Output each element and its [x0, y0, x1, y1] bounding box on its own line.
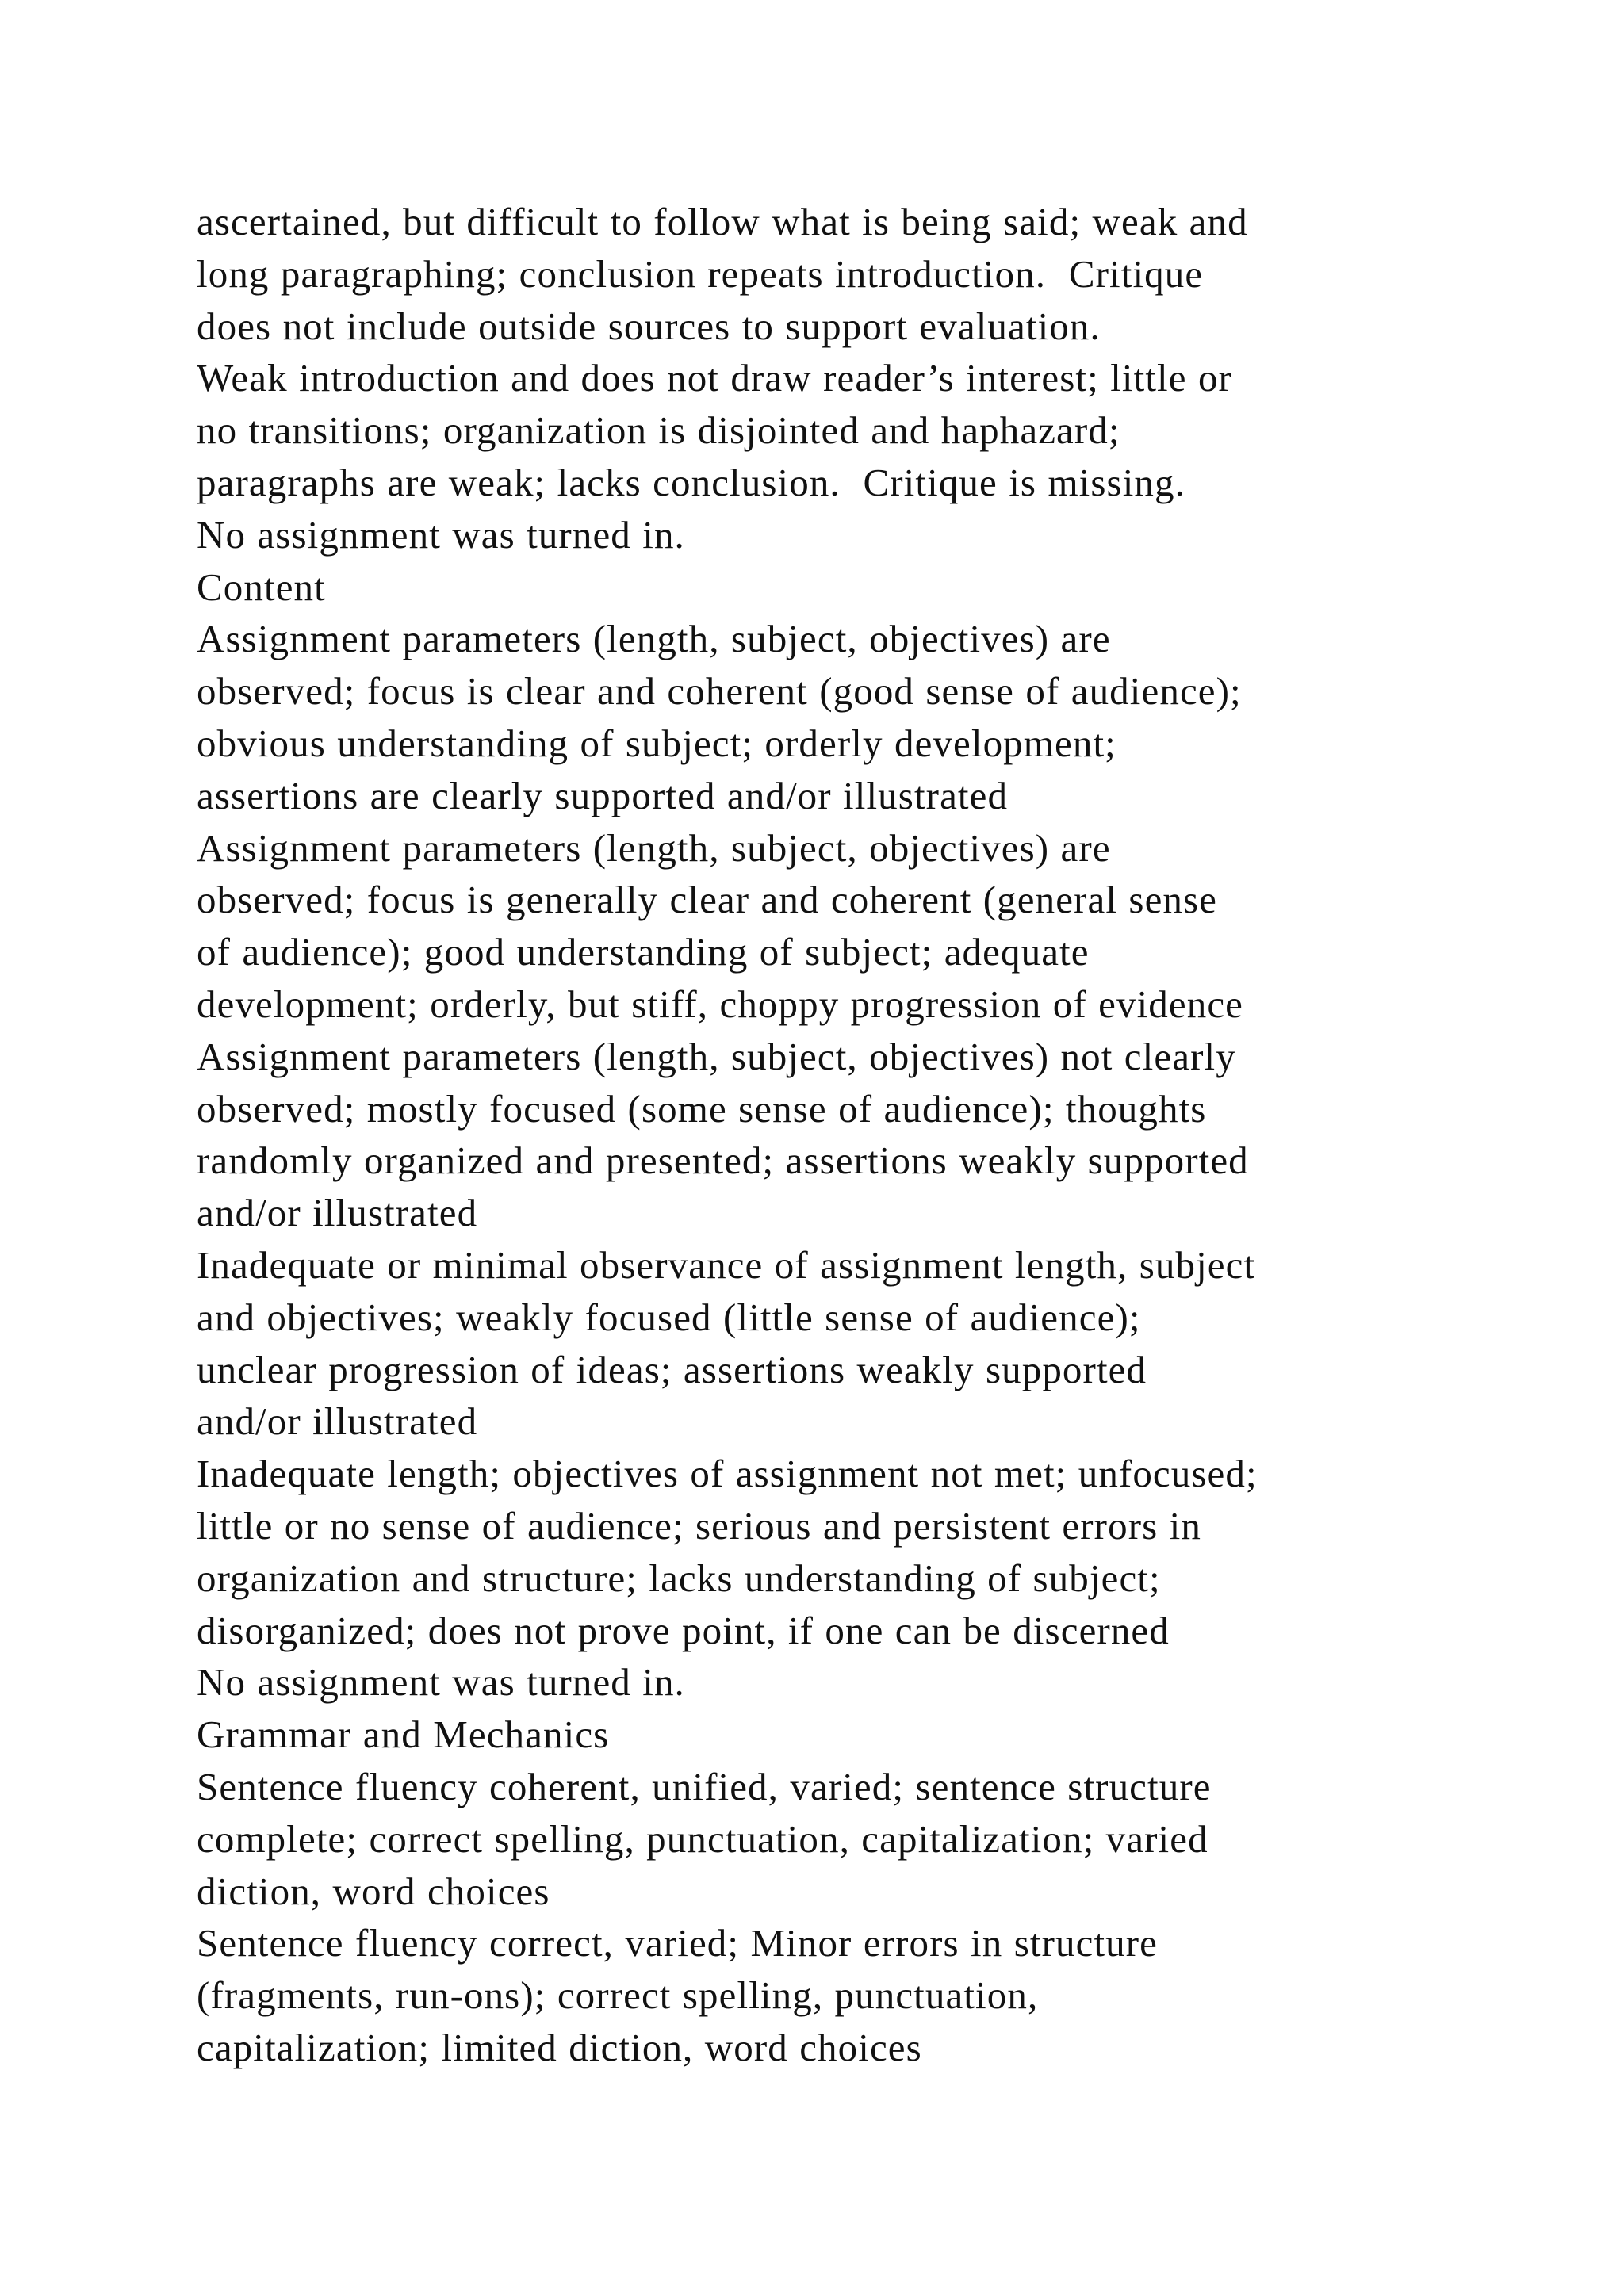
text-line: development; orderly, but stiff, choppy progression of evidence — [197, 982, 1244, 1026]
text-line: and objectives; weakly focused (little sense of audience); — [197, 1295, 1141, 1339]
text-line: diction, word choices — [197, 1869, 550, 1913]
text-line: obvious understanding of subject; orderly development; — [197, 721, 1116, 765]
text-line: Sentence fluency correct, varied; Minor errors in structure — [197, 1921, 1159, 1965]
text-line: no transitions; organization is disjointed and haphazard; — [197, 408, 1120, 453]
text-line: No assignment was turned in. — [197, 512, 685, 557]
text-line: and/or illustrated — [197, 1399, 478, 1444]
text-line: Inadequate length; objectives of assignment not met; unfocused; — [197, 1452, 1258, 1496]
text-line: little or no sense of audience; serious and persistent errors in — [197, 1503, 1201, 1548]
text-line: disorganized; does not prove point, if one can be discerned — [197, 1608, 1170, 1652]
text-line: No assignment was turned in. — [197, 1660, 685, 1705]
text-line: Sentence fluency coherent, unified, varied; sentence structure — [197, 1764, 1212, 1808]
section-heading-content: Content — [197, 564, 326, 609]
text-line: observed; mostly focused (some sense of audience); thoughts — [197, 1086, 1207, 1131]
text-line: complete; correct spelling, punctuation, capitalization; varied — [197, 1816, 1208, 1861]
text-line: does not include outside sources to support evaluation. — [197, 304, 1101, 348]
text-line: long paragraphing; conclusion repeats introduction. Critique — [197, 251, 1204, 296]
text-line: assertions are clearly supported and/or illustrated — [197, 773, 1009, 817]
text-line: and/or illustrated — [197, 1191, 478, 1235]
text-line: Inadequate or minimal observance of assignment length, subject — [197, 1242, 1256, 1287]
text-line: observed; focus is clear and coherent (good sense of audience); — [197, 669, 1242, 714]
text-line: capitalization; limited diction, word choices — [197, 2025, 922, 2069]
rubric-text — [197, 196, 1497, 2074]
text-line: of audience); good understanding of subject; adequate — [197, 930, 1090, 974]
text-line: Assignment parameters (length, subject, objectives) are — [197, 617, 1111, 661]
section-heading-grammar: Grammar and Mechanics — [197, 1712, 610, 1757]
text-line: randomly organized and presented; assertions weakly supported — [197, 1138, 1249, 1183]
text-line: observed; focus is generally clear and coherent (general sense — [197, 878, 1218, 922]
text-line: paragraphs are weak; lacks conclusion. Critique is missing. — [197, 460, 1185, 504]
text-line: Weak introduction and does not draw reader’s interest; little or — [197, 356, 1232, 400]
text-line: Assignment parameters (length, subject, objectives) not clearly — [197, 1034, 1236, 1078]
text-line: ascertained, but difficult to follow what is being said; weak and — [197, 200, 1248, 243]
text-line: (fragments, run-ons); correct spelling, punctuation, — [197, 1973, 1039, 2018]
text-line: organization and structure; lacks understanding of subject; — [197, 1556, 1161, 1600]
text-line: Assignment parameters (length, subject, objectives) are — [197, 825, 1111, 870]
text-line: unclear progression of ideas; assertions weakly supported — [197, 1347, 1147, 1391]
